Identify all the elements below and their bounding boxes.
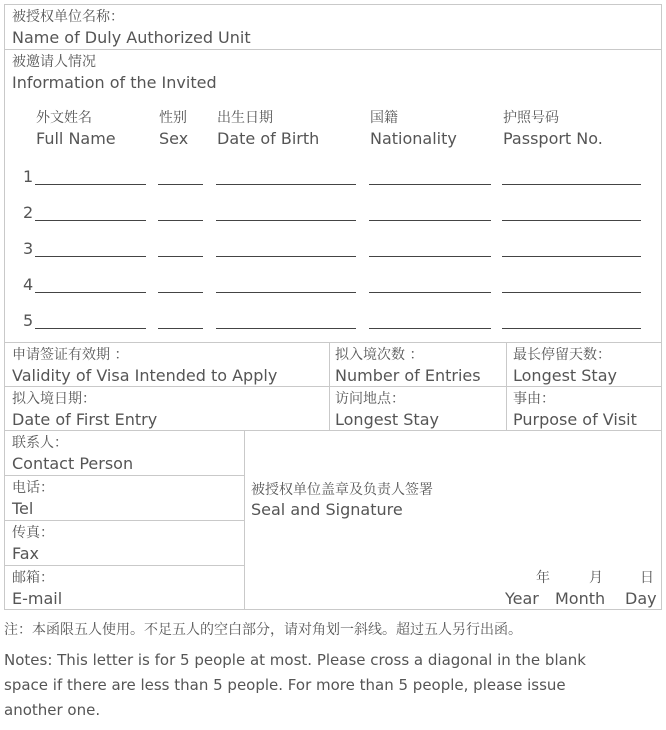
note-zh: 注：本函限五人使用。不足五人的空白部分，请对角划一斜线。超过五人另行出函。: [4, 622, 522, 638]
sex-field[interactable]: [158, 292, 203, 293]
col-passport-en: Passport No.: [503, 129, 603, 148]
divider: [5, 49, 661, 50]
divider: [5, 430, 661, 431]
fullname-field[interactable]: [35, 292, 146, 293]
validity-label-zh: 申请签证有效期 ：: [12, 347, 129, 363]
divider: [244, 430, 245, 609]
col-passport-zh: 护照号码: [503, 110, 559, 126]
sex-field[interactable]: [158, 328, 203, 329]
sex-field[interactable]: [158, 256, 203, 257]
longest-stay-label-zh: 最长停留天数：: [513, 347, 611, 363]
row-number: 1: [23, 167, 34, 186]
nationality-field[interactable]: [369, 220, 491, 221]
dob-field[interactable]: [216, 220, 356, 221]
col-sex-en: Sex: [159, 129, 189, 148]
entries-label-zh: 拟入境次数 ：: [335, 347, 424, 363]
year-label-en: Year: [505, 589, 539, 608]
seal-label-en: Seal and Signature: [251, 500, 403, 519]
purpose-label-en: Purpose of Visit: [513, 410, 637, 429]
year-label-zh: 年: [536, 570, 550, 586]
divider: [5, 475, 244, 476]
invited-label-en: Information of the Invited: [12, 73, 217, 92]
col-nationality-en: Nationality: [370, 129, 457, 148]
sex-field[interactable]: [158, 184, 203, 185]
fax-label-zh: 传真：: [12, 525, 54, 541]
dob-field[interactable]: [216, 184, 356, 185]
purpose-label-zh: 事由：: [513, 391, 555, 407]
nationality-field[interactable]: [369, 256, 491, 257]
first-entry-label-zh: 拟入境日期：: [12, 391, 96, 407]
visit-place-label-en: Longest Stay: [335, 410, 439, 429]
fullname-field[interactable]: [35, 184, 146, 185]
divider: [5, 386, 661, 387]
invited-label-zh: 被邀请人情况: [12, 54, 96, 70]
nationality-field[interactable]: [369, 328, 491, 329]
note-en-line1: Notes: This letter is for 5 people at most. Please cross a diagonal in the blank: [4, 651, 586, 669]
row-number: 5: [23, 311, 34, 330]
nationality-field[interactable]: [369, 292, 491, 293]
fullname-field[interactable]: [35, 256, 146, 257]
col-fullname-en: Full Name: [36, 129, 116, 148]
row-number: 2: [23, 203, 34, 222]
nationality-field[interactable]: [369, 184, 491, 185]
sex-field[interactable]: [158, 220, 203, 221]
divider: [5, 565, 244, 566]
contact-person-label-zh: 联系人：: [12, 435, 68, 451]
visit-place-label-zh: 访问地点：: [335, 391, 405, 407]
dob-field[interactable]: [216, 256, 356, 257]
note-en-line2: space if there are less than 5 people. For more than 5 people, please issue: [4, 676, 566, 694]
row-number: 3: [23, 239, 34, 258]
col-fullname-zh: 外文姓名: [36, 110, 92, 126]
tel-label-en: Tel: [12, 499, 34, 518]
email-label-zh: 邮箱：: [12, 570, 54, 586]
validity-label-en: Validity of Visa Intended to Apply: [12, 366, 278, 385]
invitation-form: [4, 4, 662, 610]
tel-label-zh: 电话：: [12, 480, 54, 496]
passport-field[interactable]: [502, 328, 641, 329]
dob-field[interactable]: [216, 328, 356, 329]
passport-field[interactable]: [502, 220, 641, 221]
col-dob-zh: 出生日期: [217, 110, 273, 126]
col-nationality-zh: 国籍: [370, 110, 398, 126]
passport-field[interactable]: [502, 256, 641, 257]
entries-label-en: Number of Entries: [335, 366, 481, 385]
divider: [5, 342, 661, 343]
unit-label-zh: 被授权单位名称：: [12, 9, 124, 25]
col-dob-en: Date of Birth: [217, 129, 320, 148]
fax-label-en: Fax: [12, 544, 40, 563]
unit-label-en: Name of Duly Authorized Unit: [12, 28, 251, 47]
month-label-zh: 月: [589, 570, 603, 586]
passport-field[interactable]: [502, 292, 641, 293]
first-entry-label-en: Date of First Entry: [12, 410, 158, 429]
col-sex-zh: 性别: [159, 110, 187, 126]
fullname-field[interactable]: [35, 220, 146, 221]
note-en-line3: another one.: [4, 701, 101, 719]
day-label-zh: 日: [640, 570, 654, 586]
seal-label-zh: 被授权单位盖章及负责人签署: [251, 482, 433, 498]
day-label-en: Day: [625, 589, 657, 608]
longest-stay-label-en: Longest Stay: [513, 366, 617, 385]
fullname-field[interactable]: [35, 328, 146, 329]
passport-field[interactable]: [502, 184, 641, 185]
dob-field[interactable]: [216, 292, 356, 293]
divider: [5, 520, 244, 521]
email-label-en: E-mail: [12, 589, 63, 608]
row-number: 4: [23, 275, 34, 294]
month-label-en: Month: [555, 589, 606, 608]
contact-person-label-en: Contact Person: [12, 454, 134, 473]
